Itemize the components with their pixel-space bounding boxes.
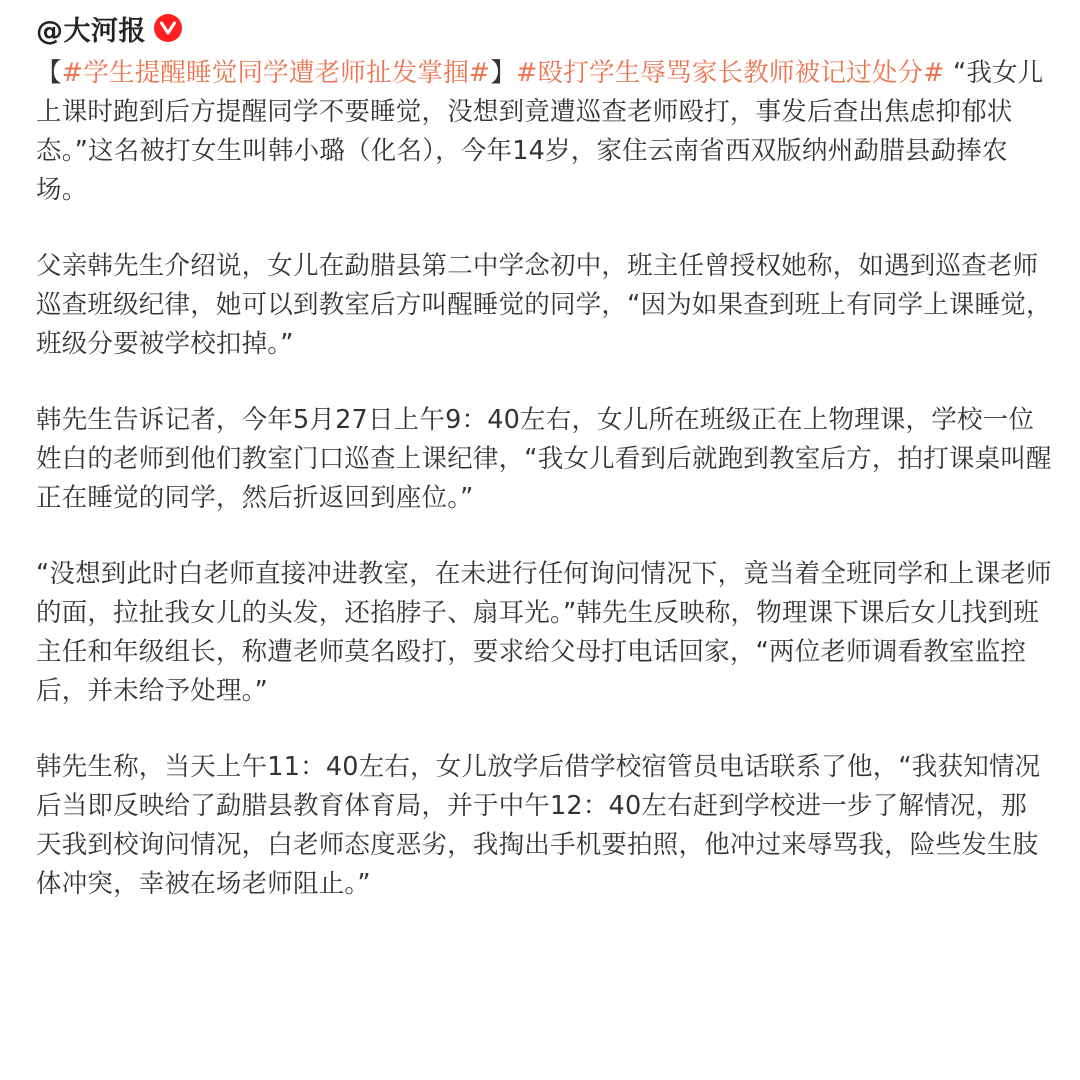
body-paragraph-4: 韩先生称，当天上午11：40左右，女儿放学后借学校宿管员电话联系了他，“我获知情况后当即反映给了勐腊县教育体育局，并于中午12：40左右赶到学校进一步了解情况，那天我到校询问情况，白老师态度恶劣，我掏出手机要拍照，他冲过来辱骂我，险些发生肢体冲突，幸被在场老师阻止。” [36,752,1041,899]
intro-paragraph [36,54,1052,210]
verified-badge-icon [154,14,182,42]
author-name[interactable]: @大河报 [36,15,146,47]
body-paragraph-2: 韩先生告诉记者，今年5月27日上午9：40左右，女儿所在班级正在上物理课，学校一位姓白的老师到他们教室门口巡查上课纪律，“我女儿看到后就跑到教室后方，拍打课桌叫醒正在睡觉的同学，然后折返回到座位。” [36,405,1052,513]
intro-text: “我女儿上课时跑到后方提醒同学不要睡觉，没想到竟遭巡查老师殴打，事发后查出焦虑抑郁状态。”这名被打女生叫韩小璐（化名），今年14岁，家住云南省西双版纳州勐腊县勐捧农场。 [36,58,1044,205]
body-paragraph-1: 父亲韩先生介绍说，女儿在勐腊县第二中学念初中，班主任曾授权她称，如遇到巡查老师巡查班级纪律，她可以到教室后方叫醒睡觉的同学，“因为如果查到班上有同学上课睡觉，班级分要被学校扣掉。” [36,251,1052,359]
hashtag-student-reminder[interactable]: #学生提醒睡觉同学遭老师扯发掌掴# [61,58,491,88]
post-header [36,8,1052,48]
open-bracket: 【 [36,58,62,88]
hashtag-teacher-punished[interactable]: #殴打学生辱骂家长教师被记过处分# [516,58,945,88]
close-bracket: 】 [490,58,517,88]
body-paragraph-3: “没想到此时白老师直接冲进教室，在未进行任何询问情况下，竟当着全班同学和上课老师的面，拉扯我女儿的头发，还掐脖子、扇耳光。”韩先生反映称，物理课下课后女儿找到班主任和年级组长，称遭老师莫名殴打，要求给父母打电话回家，“两位老师调看教室监控后，并未给予处理。” [36,559,1052,706]
